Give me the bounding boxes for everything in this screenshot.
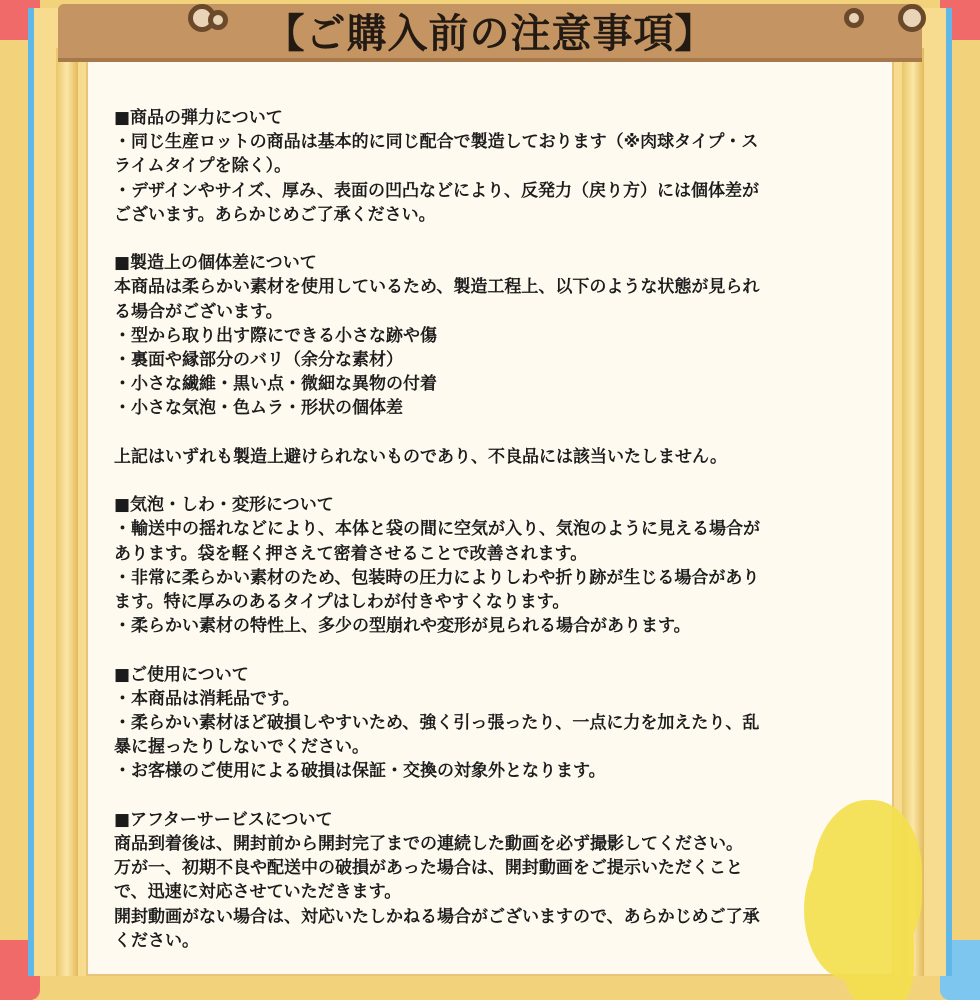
section-line: 開封動画がない場合は、対応いたしかねる場合がございますので、あらかじめご了承 [114, 906, 760, 927]
section-heading: ■気泡・しわ・変形について [114, 495, 334, 516]
section-line: 本商品は柔らかい素材を使用しているため、製造工程上、以下のような状態が見られ [114, 277, 760, 298]
section-line: 商品到着後は、開封前から開封完了までの連続した動画を必ず撮影してください。 [114, 834, 743, 855]
page-title: 【ご購入前の注意事項】 [264, 11, 716, 57]
section-line: ます。特に厚みのあるタイプはしわが付きやすくなります。 [114, 592, 570, 613]
section-line: ・柔らかい素材ほど破損しやすいため、強く引っ張ったり、一点に力を加えたり、乱 [114, 713, 760, 734]
section-elasticity [114, 106, 874, 227]
section-line: 暴に握ったりしないでください。 [114, 737, 369, 758]
section-spacer [114, 784, 874, 808]
section-heading: ■商品の弾力について [114, 108, 283, 128]
section-line: ございます。あらかじめご了承ください。 [114, 204, 436, 225]
section-spacer [114, 469, 874, 493]
section-heading: ■ご使用について [114, 664, 249, 685]
section-manufacturing-variance [114, 251, 874, 469]
section-line: ・小さな気泡・色ムラ・形状の個体差 [114, 398, 403, 419]
section-bubbles-wrinkles [114, 493, 874, 638]
scroll-rail-left [56, 48, 78, 976]
section-spacer [114, 227, 874, 251]
section-line: ・デザインやサイズ、厚み、表面の凹凸などにより、反発力（戻り方）には個体差が [114, 180, 759, 201]
section-heading: ■アフターサービスについて [114, 809, 333, 830]
section-line: ・お客様のご使用による破損は保証・交換の対象外となります。 [114, 761, 606, 782]
section-line: ・同じ生産ロットの商品は基本的に同じ配合で製造しております（※肉球タイプ・ス [114, 132, 759, 153]
section-line: ・非常に柔らかい素材のため、包装時の圧力によりしわや折り跡が生じる場合があり [114, 567, 760, 588]
section-line: ・小さな繊維・黒い点・微細な異物の付着 [114, 374, 437, 395]
section-after-service [114, 808, 874, 953]
section-note: 上記はいずれも製造上避けられないものであり、不良品には該当いたしません。 [114, 446, 728, 467]
section-line: あります。袋を軽く押さえて密着させることで改善されます。 [114, 543, 588, 564]
title-banner [58, 4, 922, 62]
yellow-character-decoration [812, 800, 922, 960]
section-line: ・輸送中の揺れなどにより、本体と袋の間に空気が入り、気泡のように見える場合が [114, 519, 760, 540]
section-line: ・柔らかい素材の特性上、多少の型崩れや変形が見られる場合があります。 [114, 616, 691, 637]
section-heading: ■製造上の個体差について [114, 253, 317, 274]
section-line: で、迅速に対応させていただきます。 [114, 882, 402, 903]
section-line: ください。 [114, 930, 199, 951]
section-line: ・裏面や縁部分のバリ（余分な素材） [114, 350, 403, 371]
section-line: る場合がございます。 [114, 301, 283, 322]
section-line: ・型から取り出す際にできる小さな跡や傷 [114, 325, 437, 346]
section-spacer [114, 421, 874, 445]
section-line: 万が一、初期不良や配送中の破損があった場合は、開封動画をご提示いただくこと [114, 858, 743, 879]
section-usage [114, 663, 874, 784]
section-line: ・本商品は消耗品です。 [114, 688, 300, 709]
notice-content [114, 106, 874, 953]
section-line: ライムタイプを除く）。 [114, 156, 292, 177]
section-spacer [114, 638, 874, 662]
